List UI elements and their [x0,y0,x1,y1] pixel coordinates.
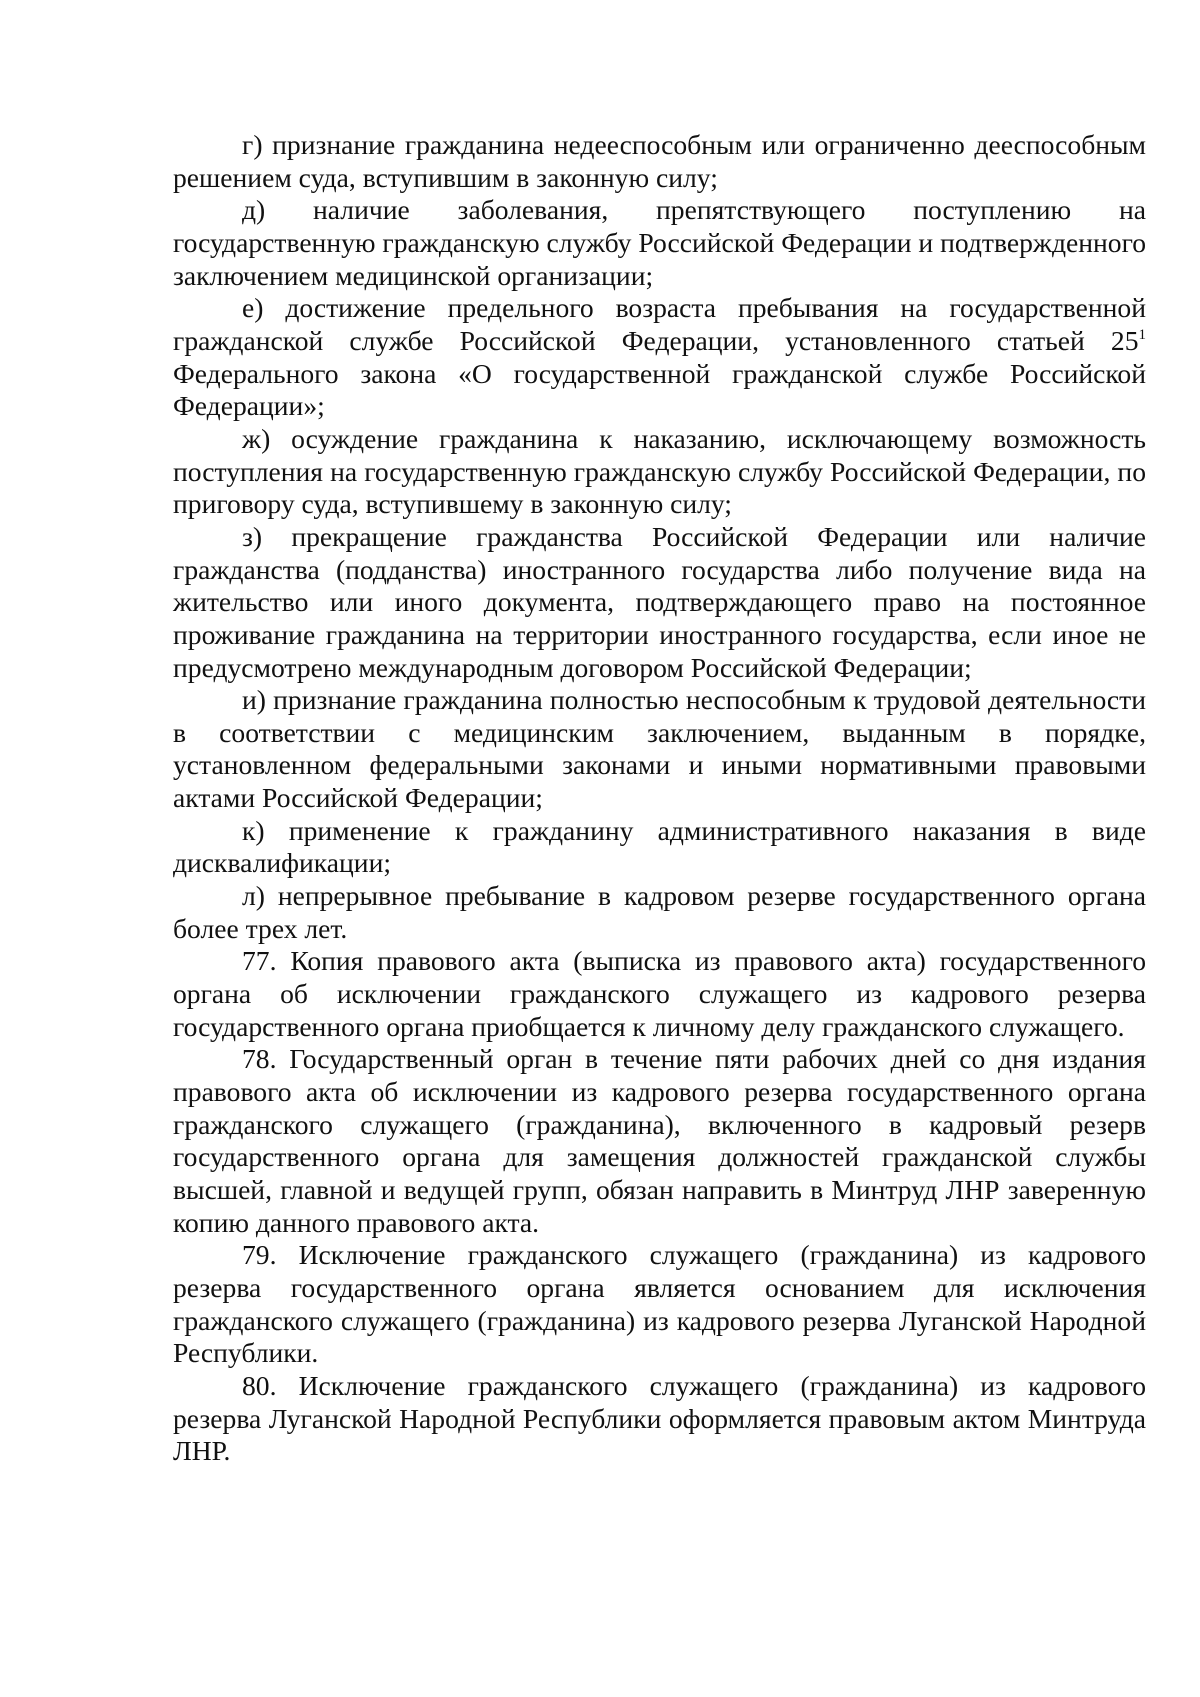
subitem-k: к) применение к гражданину административного наказания в виде дисквалификации; [173,814,1146,879]
subitem-i: и) признание гражданина полностью неспособным к трудовой деятельности в соответствии с медицинским заключением, выданным в порядке, установленном федеральными законами и иными нормативными правовыми актами Российской Федерации; [173,684,1146,814]
item-78: 78. Государственный орган в течение пяти рабочих дней со дня издания правового акта об исключении из кадрового резерва государственного органа гражданского служащего (гражданина), включенного в кадровый резерв государственного органа для замещения должностей гражданской службы высшей, главной и ведущей групп, обязан направить в Минтруд ЛНР заверенную копию данного правового акта. [173,1043,1146,1238]
subitem-e [173,292,1146,423]
item-77: 77. Копия правового акта (выписка из правового акта) государственного органа об исключении гражданского служащего из кадрового резерва государственного органа приобщается к личному делу гражданского служащего. [173,945,1146,1042]
document-body [173,129,1146,1468]
item-79: 79. Исключение гражданского служащего (гражданина) из кадрового резерва государственного органа является основанием для исключения гражданского служащего (гражданина) из кадрового резерва Луганской Народной Республики. [173,1239,1146,1369]
article-superscript: 1 [1138,326,1146,343]
subitem-d: д) наличие заболевания, препятствующего поступлению на государственную гражданскую службу Российской Федерации и подтвержденного заключением медицинской организации; [173,194,1146,291]
subitem-l: л) непрерывное пребывание в кадровом резерве государственного органа более трех лет. [173,880,1146,944]
subitem-g: г) признание гражданина недееспособным или ограниченно дееспособным решением суда, вступившим в законную силу; [173,129,1146,193]
subitem-zh: ж) осуждение гражданина к наказанию, исключающему возможность поступления на государственную гражданскую службу Российской Федерации, по приговору суда, вступившему в законную силу; [173,422,1146,520]
subitem-e-text-before: е) достижение предельного возраста пребывания на государственной гражданской службе Российской Федерации, установленного статьей 25 [173,292,1146,356]
subitem-z: з) прекращение гражданства Российской Федерации или наличие гражданства (подданства) иностранного государства либо получение вида на жительство или иного документа, подтверждающего право на постоянное проживание гражданина на территории иностранного государства, если иное не предусмотрено международным договором Российской Федерации; [173,520,1146,683]
subitem-e-text-after: Федерального закона «О государственной гражданской службе Российской Федерации»; [173,357,1146,422]
item-80: 80. Исключение гражданского служащего (гражданина) из кадрового резерва Луганской Народной Республики оформляется правовым актом Минтруда ЛНР. [173,1369,1146,1467]
